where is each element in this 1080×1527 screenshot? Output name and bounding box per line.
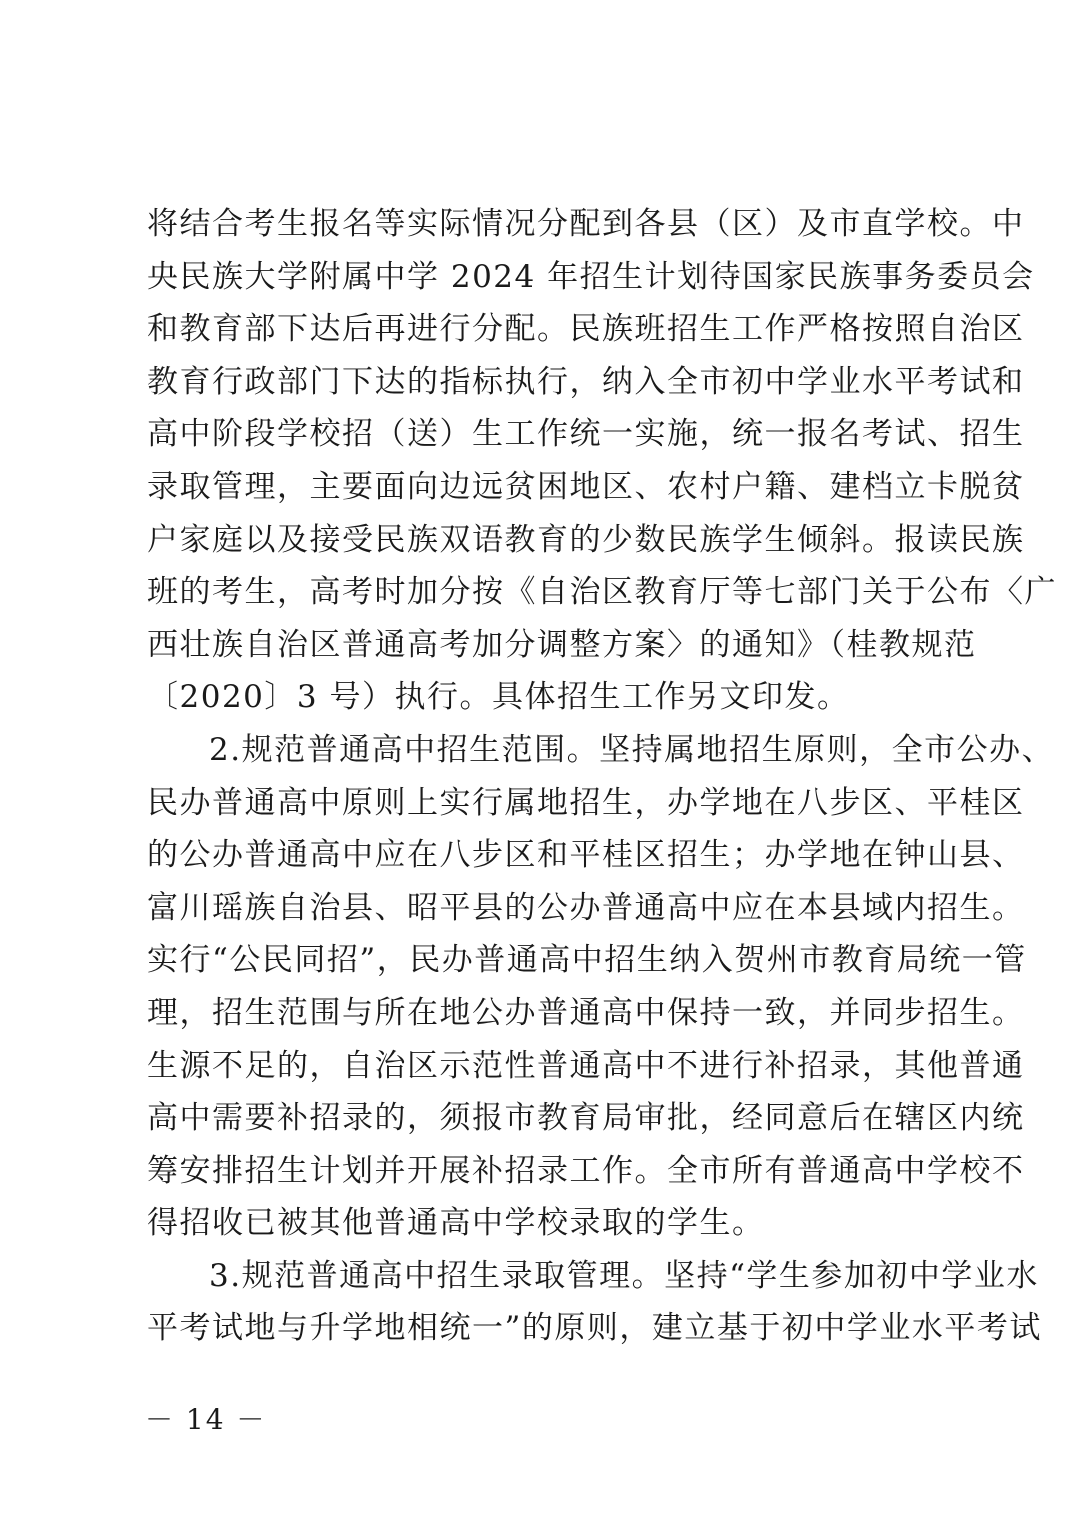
text-line: 西壮族自治区普通高考加分调整方案〉的通知》（桂教规范 — [147, 626, 977, 663]
section-heading-line: 3.规范普通高中招生录取管理。坚持“学生参加初中学业水 — [209, 1257, 1039, 1294]
text-line: 〔2020〕3 号）执行。具体招生工作另文印发。 — [147, 679, 850, 716]
text-line: 理，招生范围与所在地公办普通高中保持一致，并同步招生。 — [147, 994, 1025, 1031]
text-line: 和教育部下达后再进行分配。民族班招生工作严格按照自治区 — [147, 311, 1025, 348]
text-line: 得招收已被其他普通高中学校录取的学生。 — [147, 1205, 765, 1242]
text-line: 实行“公民同招”，民办普通高中招生纳入贺州市教育局统一管 — [147, 942, 1027, 979]
text-line: 央民族大学附属中学 2024 年招生计划待国家民族事务委员会 — [147, 258, 1035, 295]
body-text — [147, 198, 1057, 1355]
section-heading-line: 2.规范普通高中招生范围。坚持属地招生原则，全市公办、 — [209, 731, 1055, 768]
text-line: 民办普通高中原则上实行属地招生，办学地在八步区、平桂区 — [147, 784, 1025, 821]
text-line: 教育行政部门下达的指标执行，纳入全市初中学业水平考试和 — [147, 363, 1025, 400]
text-line: 班的考生，高考时加分按《自治区教育厅等七部门关于公布〈广 — [147, 574, 1057, 611]
text-line: 筹安排招生计划并开展补招录工作。全市所有普通高中学校不 — [147, 1152, 1025, 1189]
text-line: 录取管理，主要面向边远贫困地区、农村户籍、建档立卡脱贫 — [147, 468, 1025, 505]
text-line: 平考试地与升学地相统一”的原则，建立基于初中学业水平考试 — [147, 1310, 1042, 1347]
text-line: 富川瑶族自治县、昭平县的公办普通高中应在本县域内招生。 — [147, 889, 1025, 926]
text-line: 户家庭以及接受民族双语教育的少数民族学生倾斜。报读民族 — [147, 521, 1025, 558]
text-line: 高中需要补招录的，须报市教育局审批，经同意后在辖区内统 — [147, 1100, 1025, 1137]
text-line: 高中阶段学校招（送）生工作统一实施，统一报名考试、招生 — [147, 416, 1025, 453]
text-line: 将结合考生报名等实际情况分配到各县（区）及市直学校。中 — [147, 206, 1025, 242]
text-line: 的公办普通高中应在八步区和平桂区招生；办学地在钟山县、 — [147, 837, 1025, 874]
text-line: 生源不足的，自治区示范性普通高中不进行补招录，其他普通 — [147, 1047, 1025, 1084]
page-number: － 14 － — [145, 1403, 267, 1436]
